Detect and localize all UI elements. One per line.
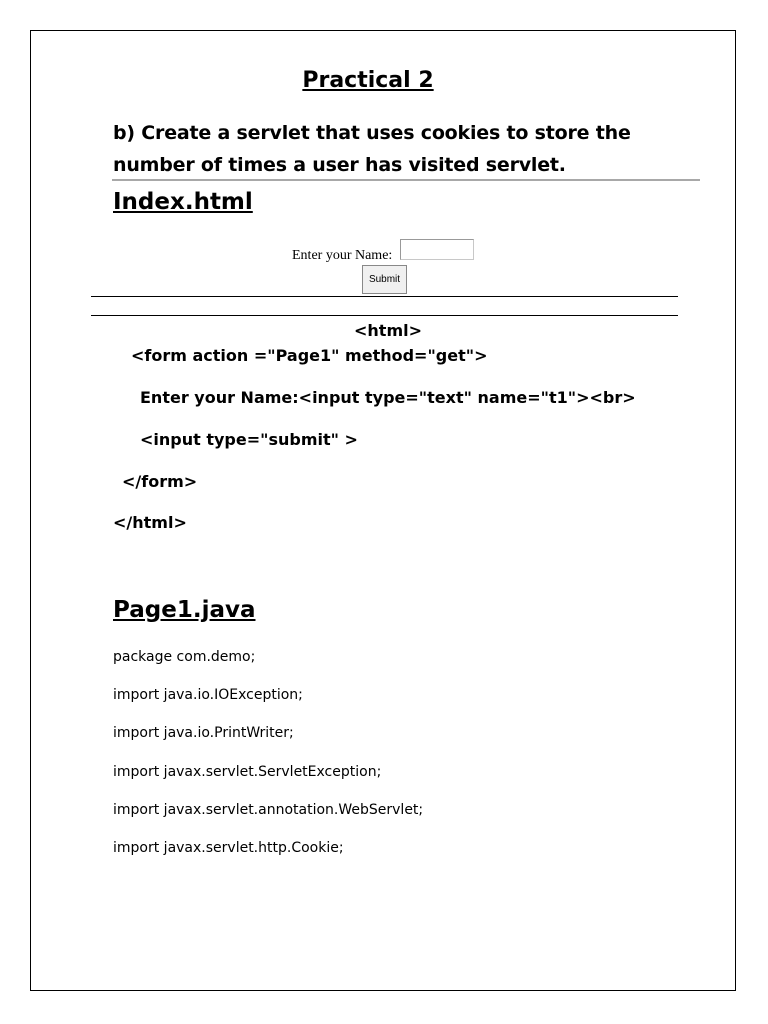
java-code-line: import javax.servlet.ServletException; — [113, 764, 382, 780]
java-code-line: import java.io.IOException; — [113, 687, 303, 703]
java-code-line: import java.io.PrintWriter; — [113, 725, 294, 741]
submit-button-label: Submit — [368, 274, 401, 285]
index-heading: Index.html — [113, 189, 253, 215]
html-code-line: Enter your Name:<input type="text" name="t1"><br> — [140, 388, 636, 407]
form-label: Enter your Name: — [292, 248, 393, 263]
html-code-line: <input type="submit" > — [140, 430, 358, 449]
page-title — [0, 68, 736, 93]
name-input[interactable] — [400, 239, 474, 260]
java-code-line: import javax.servlet.http.Cookie; — [113, 840, 344, 856]
html-code-line: </html> — [113, 513, 187, 532]
question-text: b) Create a servlet that uses cookies to store the number of times a user has visited servlet. — [113, 122, 631, 176]
html-code-line: <form action ="Page1" method="get"> — [131, 346, 488, 365]
horizontal-rule-top — [91, 296, 678, 297]
java-code-line: import javax.servlet.annotation.WebServlet; — [113, 802, 424, 818]
page1-heading: Page1.java — [113, 597, 256, 623]
submit-button[interactable] — [362, 265, 407, 294]
html-code-line: </form> — [122, 472, 198, 491]
html-code-line: <html> — [354, 321, 423, 340]
page-title-text: Practical 2 — [302, 68, 434, 93]
horizontal-rule-bottom — [91, 315, 678, 316]
java-code-line: package com.demo; — [113, 649, 256, 665]
divider — [112, 179, 700, 181]
